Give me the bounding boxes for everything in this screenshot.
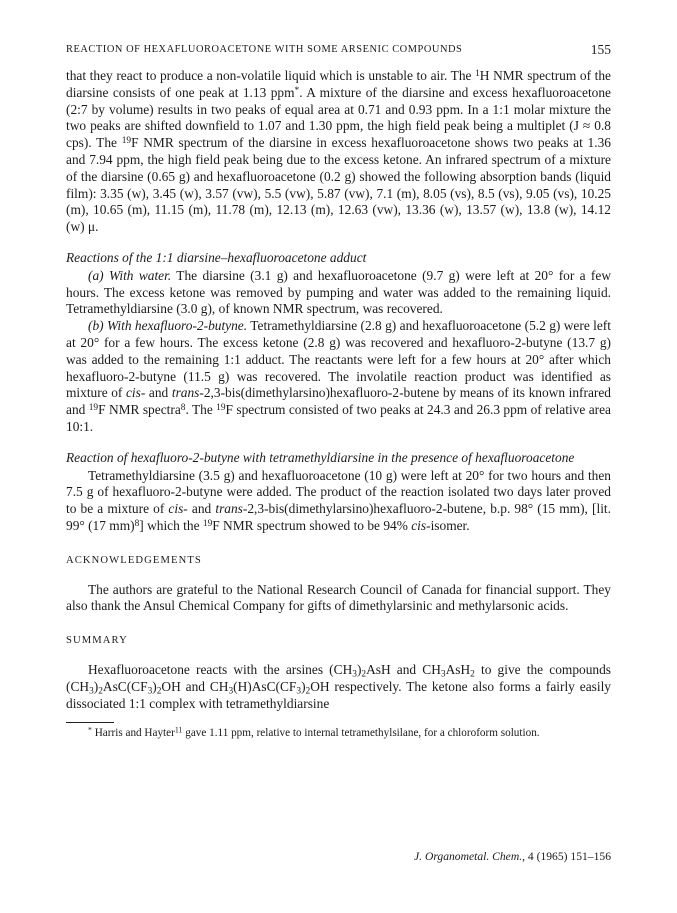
- page-number: 155: [590, 42, 611, 57]
- summary-text: Hexafluoroacetone reacts with the arsines $(CH_3)_2AsH$ and $CH_3AsH_2$ to give the compounds $(CH_3)_2AsC(CF_3)_2OH$ and $CH_3(H)AsC(CF_3)_2OH$ respectively. The ketone also forms a fairly easily dissociated 1:1 complex with tetramethyldiarsine: [66, 661, 612, 711]
- paragraph-butyne-reaction: Tetramethyldiarsine (3.5 g) and hexafluoroacetone (10 g) were left at 20° for two hours and then 7.5 g of hexafluoro-2-butyne were added. The product of the reaction isolated two days later proved to be a mixture of cis- and trans-2,3-bis(dimethylarsino)hexafluoro-2-butene, b.p. 98° (15 mm), [lit. 99° (17 mm)$^8$] which the $^{19}$F NMR spectrum showed to be 94% cis-isomer.: [66, 467, 611, 533]
- subsection-heading-adduct-reactions: Reactions of the 1:1 diarsine–hexafluoroacetone adduct: [66, 249, 367, 265]
- journal-details: , 4 (1965) 151–156: [522, 850, 611, 863]
- footnote-marker: *: [294, 85, 300, 96]
- acknowledgements-text: The authors are grateful to the National Research Council of Canada for financial support. They also thank the Ansul Chemical Company for gifts of dimethylarsinic and methylarsonic acids.: [66, 581, 611, 614]
- nmr-ir-paragraph: that they react to produce a non-volatile liquid which is unstable to air. The $^1$H NMR spectrum of the diarsine consists of one peak at 1.13 ppm*. A mixture of the diarsine and excess hexafluoroacetone (2:7 by volume) results in two peaks of equal area at 0.71 and 0.93 ppm. In a 1:1 molar mixture the two peaks are shifted downfield to 1.07 and 1.30 ppm, the high field peak being a multiplet (J ≈ 0.8 cps). The $^{19}$F NMR spectrum of the diarsine in excess hexafluoroacetone shows two peaks at 1.36 and 7.94 ppm, the high field peak being due to the excess ketone. An infrared spectrum of a mixture of the diarsine (0.65 g) and hexafluoroacetone (0.2 g) showed the following absorption bands (liquid film): 3.35 (w), 3.45 (w), 3.57 (vw), 5.5 (vw), 5.87 (vw), 7.1 (m), 8.05 (vs), 8.5 (vs), 9.05 (vs), 10.25 (m), 10.65 (m), 11.15 (m), 11.78 (m), 12.13 (m), 12.63 (vw), 13.36 (w), 13.57 (w), 13.8 (w), 14.12 (w) μ.: [66, 68, 612, 235]
- footnote: * Harris and Hayter$^{11}$ gave 1.11 ppm, relative to internal tetramethylsilane, for a chloroform solution.: [88, 725, 540, 740]
- journal-reference: [414, 850, 611, 863]
- paragraph-with-water: (a) With water. The diarsine (3.1 g) and hexafluoroacetone (9.7 g) were left at 20° for a few hours. The excess ketone was removed by pumping and water was added to the remaining liquid. Tetramethyldiarsine (3.0 g), of known NMR spectrum, was recovered.: [66, 267, 611, 317]
- subsection-heading-butyne-reaction: Reaction of hexafluoro-2-butyne with tetramethyldiarsine in the presence of hexafluoroacetone: [66, 449, 575, 465]
- journal-name: J. Organometal. Chem.: [414, 850, 523, 863]
- summary-heading: SUMMARY: [66, 635, 128, 647]
- running-title: REACTION OF HEXAFLUOROACETONE WITH SOME ARSENIC COMPOUNDS: [66, 44, 463, 55]
- running-header: [66, 44, 611, 60]
- article-body: [66, 68, 611, 741]
- footnote-divider: [66, 722, 114, 723]
- paragraph-with-hexafluorobutyne: (b) With hexafluoro-2-butyne. Tetramethyldiarsine (2.8 g) and hexafluoroacetone (5.2 g) were left at 20° for a few hours. The excess ketone (2.8 g) was recovered and hexafluoro-2-butyne (13.7 g) was added to the remaining 1:1 adduct. The reactants were left for a few hours at 20° after which hexafluoro-2-butyne (11.5 g) was recovered. The involatile reaction product was identified as mixture of cis- and trans-2,3-bis(dimethylarsino)hexafluoro-2-butene by means of its known infrared and $^{19}$F NMR spectra$^8$. The $^{19}$F spectrum consisted of two peaks at 24.3 and 26.3 ppm of relative area 10:1.: [66, 318, 611, 434]
- acknowledgements-heading: ACKNOWLEDGEMENTS: [66, 554, 202, 566]
